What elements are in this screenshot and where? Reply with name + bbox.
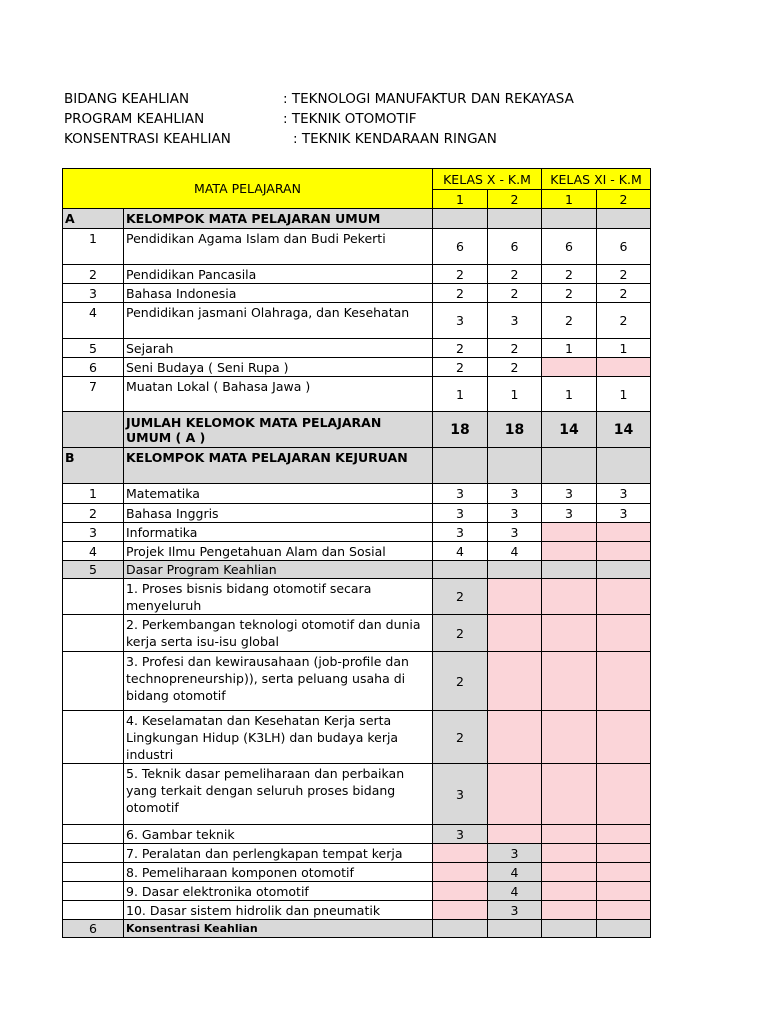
total-a-blank — [63, 412, 124, 448]
hours-cell — [597, 882, 651, 901]
hours-cell — [488, 652, 542, 711]
hours-cell: 2 — [433, 339, 488, 358]
subject-name: Pendidikan jasmani Olahraga, dan Kesehatan — [124, 303, 433, 339]
hours-cell — [542, 523, 597, 542]
hours-cell: 2 — [433, 615, 488, 652]
hours-cell: 3 — [597, 484, 651, 504]
indent-cell — [63, 863, 124, 882]
group-b-title: KELOMPOK MATA PELAJARAN KEJURUAN — [124, 448, 433, 484]
indent-cell — [63, 764, 124, 825]
hours-cell: 3 — [488, 901, 542, 920]
dasar-item-name: 10. Dasar sistem hidrolik dan pneumatik — [124, 901, 433, 920]
table-row — [63, 412, 651, 448]
konsentrasi-label: KONSENTRASI KEAHLIAN — [64, 131, 231, 147]
hours-cell: 3 — [433, 504, 488, 523]
hours-cell — [597, 711, 651, 764]
curriculum-table — [62, 168, 651, 938]
program-value: : TEKNIK OTOMOTIF — [283, 111, 417, 127]
indent-cell — [63, 579, 124, 615]
dasar-title: Dasar Program Keahlian — [124, 561, 433, 579]
dasar-number: 5 — [63, 561, 124, 579]
table-row — [63, 711, 651, 764]
header-kelas-xi: KELAS XI - K.M — [542, 169, 651, 190]
hours-cell — [597, 764, 651, 825]
hours-cell: 1 — [597, 377, 651, 412]
hours-cell — [488, 615, 542, 652]
total-a-value: 18 — [433, 412, 488, 448]
table-row — [63, 377, 651, 412]
konsentrasi-value: : TEKNIK KENDARAAN RINGAN — [293, 131, 497, 147]
bidang-value: : TEKNOLOGI MANUFAKTUR DAN REKAYASA — [283, 91, 574, 107]
indent-cell — [63, 825, 124, 844]
hours-cell: 3 — [542, 484, 597, 504]
hours-cell — [597, 615, 651, 652]
subject-name: Muatan Lokal ( Bahasa Jawa ) — [124, 377, 433, 412]
konsentrasi-number: 6 — [63, 920, 124, 938]
total-a-value: 14 — [597, 412, 651, 448]
hours-cell — [488, 764, 542, 825]
empty-cell — [597, 920, 651, 938]
hours-cell — [488, 711, 542, 764]
header-mapel: MATA PELAJARAN — [63, 169, 433, 209]
subject-name: Seni Budaya ( Seni Rupa ) — [124, 358, 433, 377]
table-row — [63, 542, 651, 561]
hours-cell — [433, 863, 488, 882]
subject-name: Matematika — [124, 484, 433, 504]
row-number: 2 — [63, 504, 124, 523]
hours-cell: 2 — [597, 284, 651, 303]
row-number: 3 — [63, 284, 124, 303]
hours-cell: 6 — [597, 229, 651, 265]
hours-cell — [542, 615, 597, 652]
row-number: 1 — [63, 229, 124, 265]
hours-cell: 4 — [433, 542, 488, 561]
hours-cell: 2 — [433, 284, 488, 303]
table-row — [63, 579, 651, 615]
dasar-item-name: 8. Pemeliharaan komponen otomotif — [124, 863, 433, 882]
hours-cell: 2 — [542, 303, 597, 339]
row-number: 4 — [63, 542, 124, 561]
dasar-item-name: 5. Teknik dasar pemeliharaan dan perbaikan yang terkait dengan seluruh proses bidang otomotif — [124, 764, 433, 825]
hours-cell: 2 — [433, 711, 488, 764]
hours-cell: 2 — [542, 284, 597, 303]
dasar-item-name: 1. Proses bisnis bidang otomotif secara menyeluruh — [124, 579, 433, 615]
row-number: 4 — [63, 303, 124, 339]
bidang-label: BIDANG KEAHLIAN — [64, 91, 190, 107]
hours-cell: 3 — [433, 764, 488, 825]
table-row — [63, 844, 651, 863]
hours-cell — [542, 844, 597, 863]
dasar-item-name: 9. Dasar elektronika otomotif — [124, 882, 433, 901]
dasar-item-name: 4. Keselamatan dan Kesehatan Kerja serta Lingkungan Hidup (K3LH) dan budaya kerja industri — [124, 711, 433, 764]
konsentrasi-title: Konsentrasi Keahlian — [124, 920, 433, 938]
hours-cell — [542, 882, 597, 901]
total-a-value: 18 — [488, 412, 542, 448]
hours-cell: 1 — [597, 339, 651, 358]
program-label: PROGRAM KEAHLIAN — [64, 111, 205, 127]
hours-cell: 2 — [433, 358, 488, 377]
dasar-item-name: 2. Perkembangan teknologi otomotif dan dunia kerja serta isu-isu global — [124, 615, 433, 652]
table-row — [63, 523, 651, 542]
hours-cell: 4 — [488, 863, 542, 882]
header-kelas-x: KELAS X - K.M — [433, 169, 542, 190]
hours-cell — [542, 863, 597, 882]
hours-cell: 2 — [433, 579, 488, 615]
hours-cell — [542, 579, 597, 615]
row-number: 6 — [63, 358, 124, 377]
hours-cell — [542, 764, 597, 825]
hours-cell — [597, 652, 651, 711]
subject-name: Pendidikan Agama Islam dan Budi Pekerti — [124, 229, 433, 265]
hours-cell: 3 — [433, 303, 488, 339]
header-xi-sem-2: 2 — [597, 190, 651, 209]
hours-cell: 3 — [488, 484, 542, 504]
empty-cell — [433, 448, 488, 484]
table-row — [63, 265, 651, 284]
header-xi-sem-1: 1 — [542, 190, 597, 209]
curriculum-table-body — [63, 169, 651, 938]
hours-cell: 2 — [542, 265, 597, 284]
table-row — [63, 303, 651, 339]
group-b-code: B — [63, 448, 124, 484]
empty-cell — [488, 920, 542, 938]
row-number: 2 — [63, 265, 124, 284]
empty-cell — [433, 561, 488, 579]
hours-cell: 3 — [488, 504, 542, 523]
group-a-code: A — [63, 209, 124, 229]
empty-cell — [433, 920, 488, 938]
hours-cell — [542, 901, 597, 920]
hours-cell: 1 — [542, 339, 597, 358]
hours-cell: 1 — [433, 377, 488, 412]
hours-cell — [433, 882, 488, 901]
table-row — [63, 825, 651, 844]
hours-cell — [542, 542, 597, 561]
hours-cell — [597, 523, 651, 542]
indent-cell — [63, 652, 124, 711]
hours-cell: 3 — [597, 504, 651, 523]
subject-name: Bahasa Indonesia — [124, 284, 433, 303]
table-row — [63, 920, 651, 938]
subject-name: Informatika — [124, 523, 433, 542]
dasar-item-name: 3. Profesi dan kewirausahaan (job-profile dan technopreneurship)), serta peluang usaha di bidang otomotif — [124, 652, 433, 711]
dasar-item-name: 6. Gambar teknik — [124, 825, 433, 844]
hours-cell: 3 — [542, 504, 597, 523]
hours-cell: 2 — [488, 284, 542, 303]
header-x-sem-2: 2 — [488, 190, 542, 209]
hours-cell: 4 — [488, 542, 542, 561]
hours-cell — [542, 358, 597, 377]
hours-cell: 3 — [488, 523, 542, 542]
hours-cell: 3 — [433, 523, 488, 542]
hours-cell — [433, 844, 488, 863]
empty-cell — [488, 561, 542, 579]
indent-cell — [63, 882, 124, 901]
hours-cell: 6 — [433, 229, 488, 265]
header-x-sem-1: 1 — [433, 190, 488, 209]
hours-cell: 6 — [488, 229, 542, 265]
subject-name: Bahasa Inggris — [124, 504, 433, 523]
hours-cell — [597, 358, 651, 377]
table-row — [63, 561, 651, 579]
hours-cell: 2 — [488, 339, 542, 358]
subject-name: Projek Ilmu Pengetahuan Alam dan Sosial — [124, 542, 433, 561]
table-row — [63, 484, 651, 504]
hours-cell: 3 — [433, 484, 488, 504]
hours-cell — [597, 579, 651, 615]
hours-cell — [597, 863, 651, 882]
empty-cell — [542, 920, 597, 938]
hours-cell: 4 — [488, 882, 542, 901]
hours-cell — [597, 844, 651, 863]
subject-name: Sejarah — [124, 339, 433, 358]
hours-cell: 2 — [433, 265, 488, 284]
row-number: 3 — [63, 523, 124, 542]
indent-cell — [63, 615, 124, 652]
table-row — [63, 901, 651, 920]
hours-cell: 3 — [488, 303, 542, 339]
row-number: 5 — [63, 339, 124, 358]
table-row — [63, 615, 651, 652]
empty-cell — [542, 448, 597, 484]
hours-cell: 2 — [488, 358, 542, 377]
dasar-item-name: 7. Peralatan dan perlengkapan tempat kerja — [124, 844, 433, 863]
total-a-label: JUMLAH KELOMOK MATA PELAJARAN UMUM ( A ) — [124, 412, 433, 448]
hours-cell — [542, 652, 597, 711]
total-a-value: 14 — [542, 412, 597, 448]
hours-cell: 1 — [542, 377, 597, 412]
hours-cell — [597, 542, 651, 561]
row-number: 1 — [63, 484, 124, 504]
row-number: 7 — [63, 377, 124, 412]
table-row — [63, 504, 651, 523]
table-row — [63, 882, 651, 901]
table-row — [63, 764, 651, 825]
table-row — [63, 652, 651, 711]
empty-cell — [597, 561, 651, 579]
hours-cell — [542, 825, 597, 844]
indent-cell — [63, 901, 124, 920]
hours-cell — [433, 901, 488, 920]
table-row — [63, 863, 651, 882]
empty-cell — [488, 448, 542, 484]
indent-cell — [63, 711, 124, 764]
empty-cell — [542, 561, 597, 579]
group-a-title: KELOMPOK MATA PELAJARAN UMUM — [124, 209, 433, 229]
hours-cell: 2 — [597, 265, 651, 284]
table-row — [63, 358, 651, 377]
hours-cell — [542, 711, 597, 764]
hours-cell — [488, 825, 542, 844]
hours-cell: 2 — [488, 265, 542, 284]
table-row — [63, 284, 651, 303]
hours-cell: 2 — [597, 303, 651, 339]
hours-cell: 3 — [433, 825, 488, 844]
hours-cell: 6 — [542, 229, 597, 265]
hours-cell — [488, 579, 542, 615]
subject-name: Pendidikan Pancasila — [124, 265, 433, 284]
hours-cell: 3 — [488, 844, 542, 863]
hours-cell — [597, 825, 651, 844]
indent-cell — [63, 844, 124, 863]
table-row — [63, 229, 651, 265]
table-row — [63, 339, 651, 358]
table-row — [63, 448, 651, 484]
hours-cell: 2 — [433, 652, 488, 711]
empty-cell — [597, 448, 651, 484]
hours-cell: 1 — [488, 377, 542, 412]
hours-cell — [597, 901, 651, 920]
